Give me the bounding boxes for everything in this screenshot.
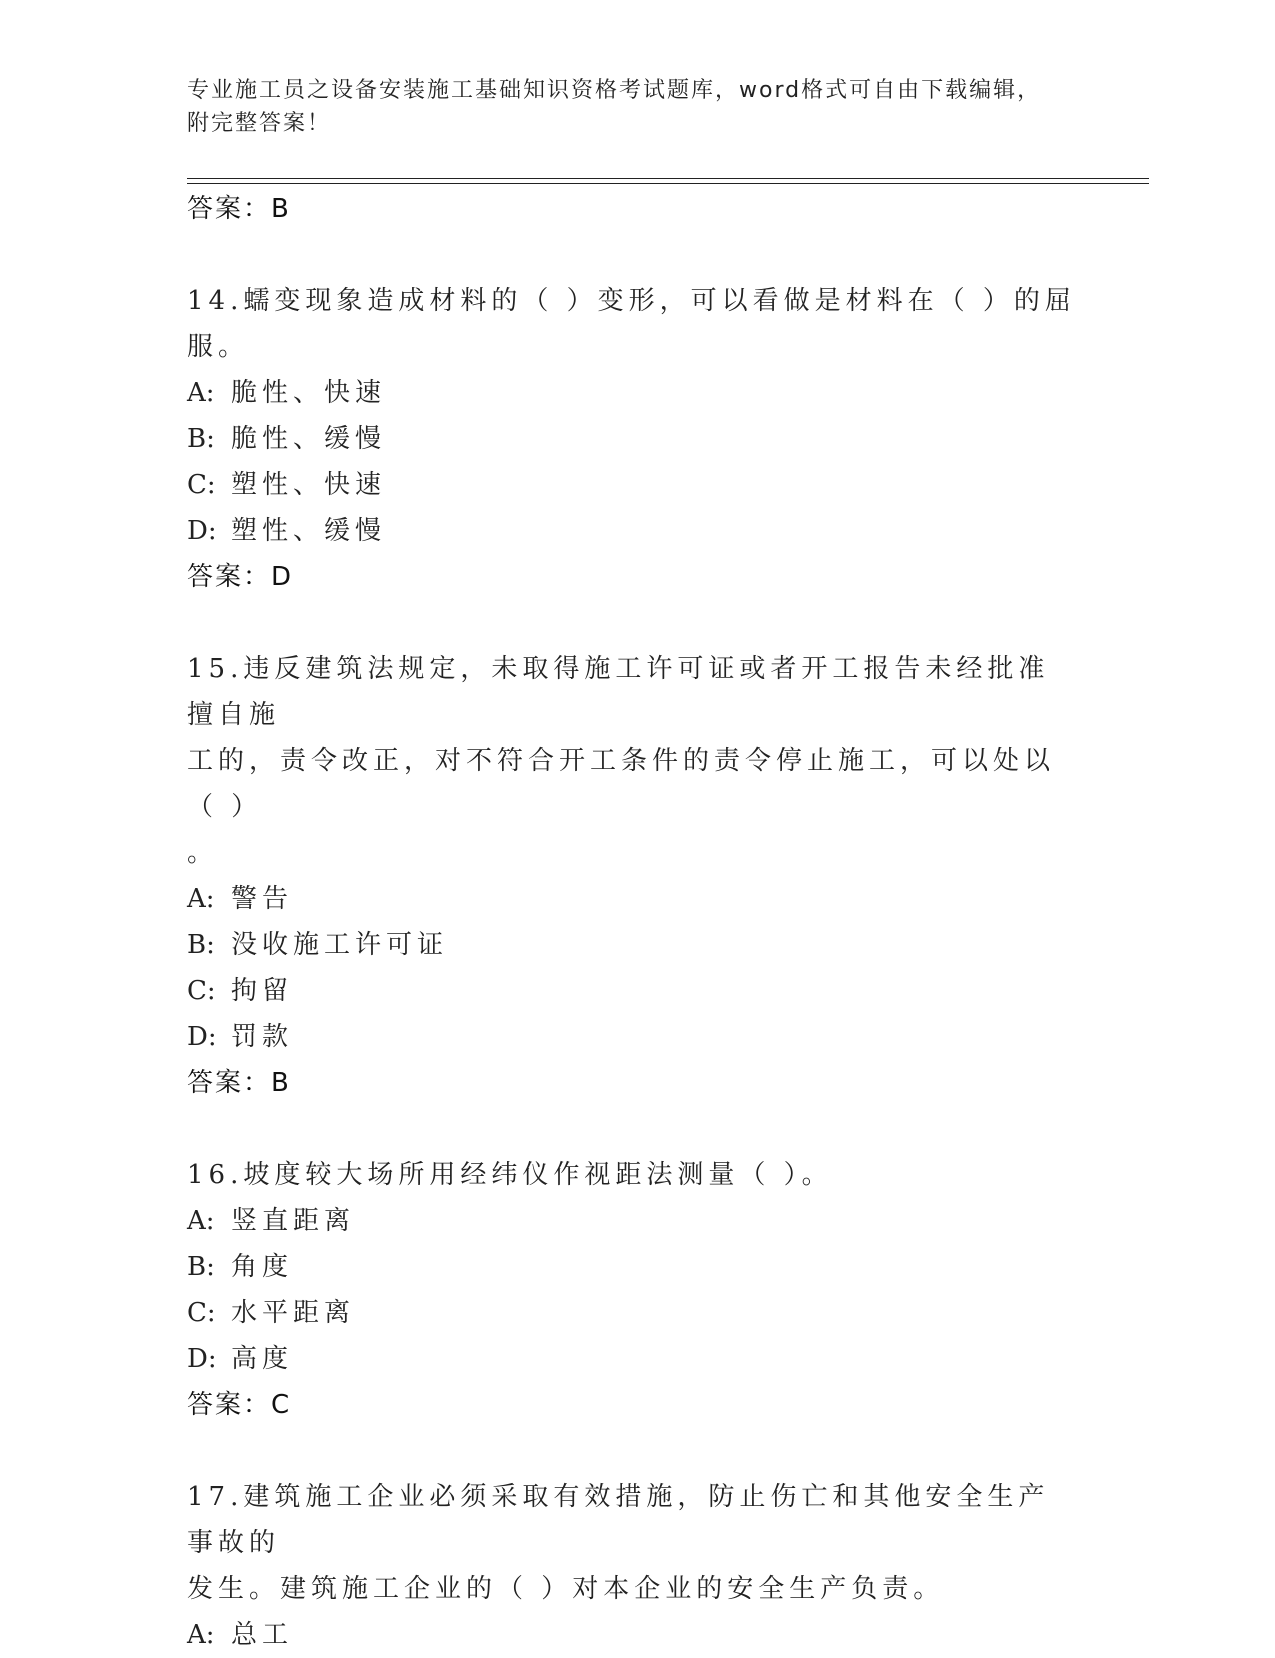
question-text-line-1: 建筑施工企业必须采取有效措施，防止伤亡和其他安全生产事故的 bbox=[187, 1482, 1050, 1558]
option-text: 角度 bbox=[231, 1252, 294, 1282]
option-text: 警告 bbox=[231, 884, 294, 914]
answer: 答案：C bbox=[187, 1390, 292, 1420]
option-a bbox=[187, 1612, 1087, 1658]
header-line-1: 专业施工员之设备安装施工基础知识资格考试题库，word格式可自由下载编辑， bbox=[187, 78, 1042, 103]
question-list bbox=[187, 186, 1087, 1658]
option-label: A: bbox=[187, 884, 215, 914]
option-label: C: bbox=[187, 470, 216, 500]
option-label: A: bbox=[187, 1206, 215, 1236]
question-text-line-2: 发生。建筑施工企业的（ ）对本企业的安全生产负责。 bbox=[187, 1574, 945, 1604]
option-label: D: bbox=[187, 1022, 217, 1052]
option-c bbox=[187, 968, 1087, 1014]
question-number: 15. bbox=[187, 654, 244, 684]
header-rule-top bbox=[187, 178, 1149, 179]
header-line-2: 附完整答案！ bbox=[187, 111, 332, 136]
option-text: 罚款 bbox=[231, 1022, 294, 1052]
question-line bbox=[187, 646, 1077, 738]
question-stem bbox=[187, 1152, 1077, 1198]
option-b bbox=[187, 922, 1087, 968]
option-label: B: bbox=[187, 424, 215, 454]
question-16 bbox=[187, 1152, 1087, 1428]
option-a bbox=[187, 370, 1087, 416]
option-text: 水平距离 bbox=[231, 1298, 356, 1328]
question-number: 16. bbox=[187, 1160, 244, 1190]
question-text: 蠕变现象造成材料的（ ）变形，可以看做是材料在（ ）的屈服。 bbox=[187, 286, 1076, 362]
option-text: 塑性、快速 bbox=[231, 470, 387, 500]
option-text: 总工 bbox=[231, 1620, 294, 1650]
option-d bbox=[187, 1014, 1087, 1060]
option-label: D: bbox=[187, 516, 217, 546]
answer: 答案：D bbox=[187, 562, 294, 592]
header-rule-bottom bbox=[187, 183, 1149, 184]
option-label: A: bbox=[187, 1620, 215, 1650]
question-text-line-3: 。 bbox=[187, 838, 219, 868]
option-text: 脆性、缓慢 bbox=[231, 424, 387, 454]
question-text-line-2: 工的，责令改正，对不符合开工条件的责令停止施工，可以处以（ ） bbox=[187, 746, 1056, 822]
option-b bbox=[187, 416, 1087, 462]
option-text: 塑性、缓慢 bbox=[231, 516, 387, 546]
question-stem bbox=[187, 1474, 1077, 1612]
option-c bbox=[187, 1290, 1087, 1336]
question-line bbox=[187, 1474, 1077, 1566]
question-14 bbox=[187, 278, 1087, 600]
option-label: B: bbox=[187, 1252, 215, 1282]
question-15 bbox=[187, 646, 1087, 1106]
question-17 bbox=[187, 1474, 1087, 1658]
option-d bbox=[187, 508, 1087, 554]
option-label: C: bbox=[187, 976, 216, 1006]
question-stem bbox=[187, 278, 1077, 370]
option-a bbox=[187, 1198, 1087, 1244]
option-d bbox=[187, 1336, 1087, 1382]
option-label: C: bbox=[187, 1298, 216, 1328]
previous-answer: 答案：B bbox=[187, 194, 291, 224]
option-c bbox=[187, 462, 1087, 508]
question-stem bbox=[187, 646, 1077, 876]
option-text: 脆性、快速 bbox=[231, 378, 387, 408]
document-header bbox=[187, 74, 1067, 140]
option-label: B: bbox=[187, 930, 215, 960]
option-a bbox=[187, 876, 1087, 922]
option-text: 竖直距离 bbox=[231, 1206, 356, 1236]
option-b bbox=[187, 1244, 1087, 1290]
question-number: 17. bbox=[187, 1482, 244, 1512]
question-text-line-1: 违反建筑法规定，未取得施工许可证或者开工报告未经批准擅自施 bbox=[187, 654, 1050, 730]
question-number: 14. bbox=[187, 286, 244, 316]
question-text: 坡度较大场所用经纬仪作视距法测量（ ）。 bbox=[243, 1160, 833, 1190]
option-label: D: bbox=[187, 1344, 217, 1374]
answer: 答案：B bbox=[187, 1068, 291, 1098]
option-label: A: bbox=[187, 378, 215, 408]
option-text: 拘留 bbox=[231, 976, 294, 1006]
option-text: 没收施工许可证 bbox=[231, 930, 449, 960]
option-text: 高度 bbox=[231, 1344, 294, 1374]
